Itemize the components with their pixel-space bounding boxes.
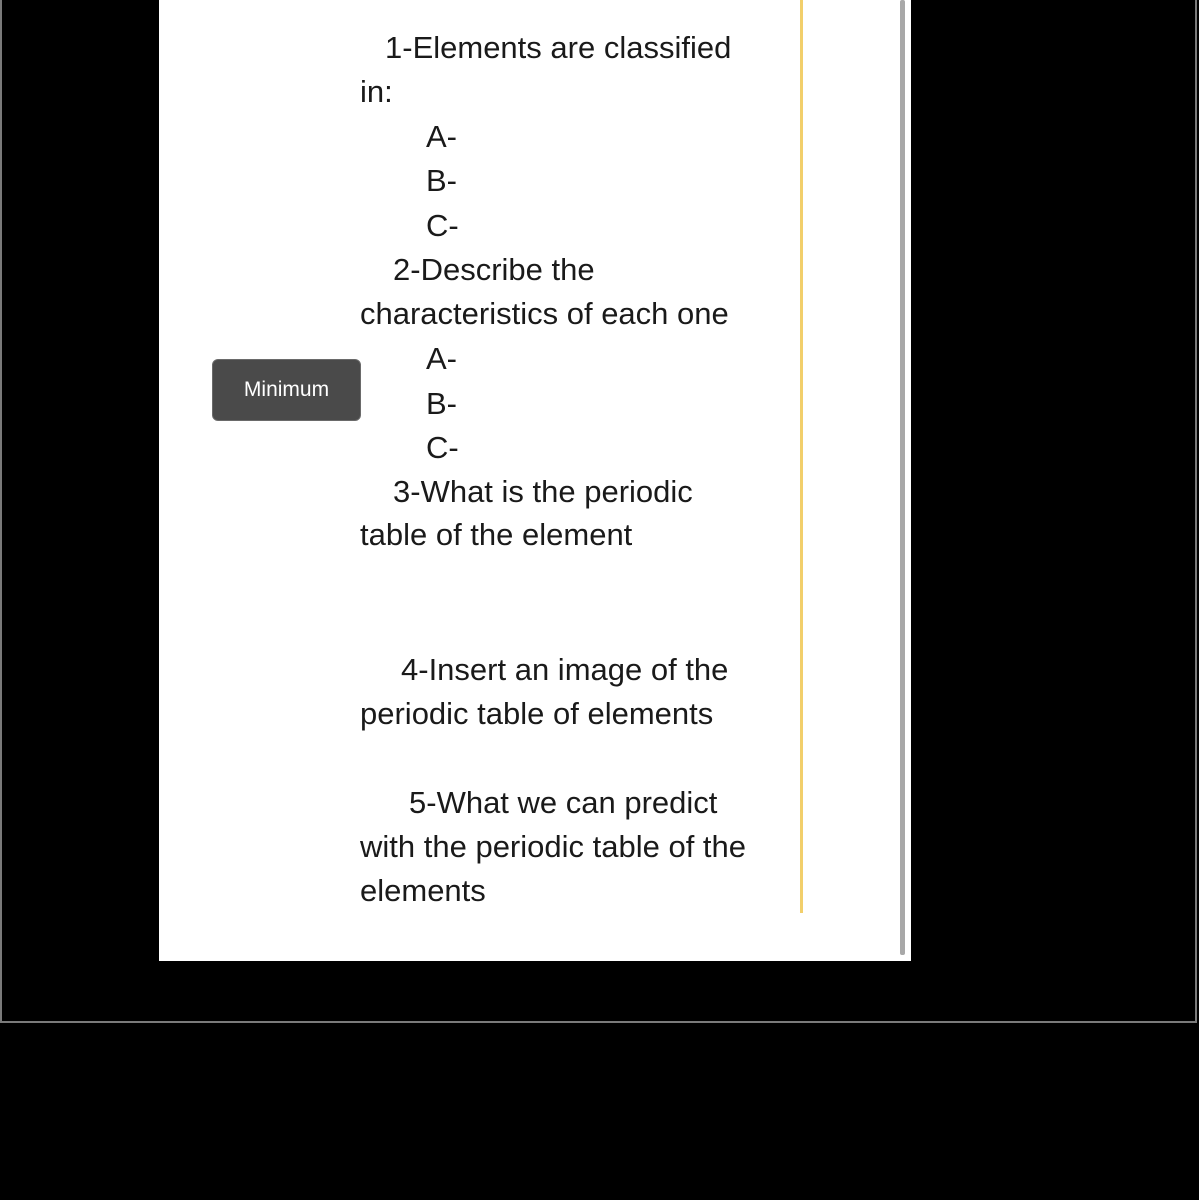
zoom-minimum-button[interactable]: Minimum [212, 359, 361, 421]
question-2-option-c: C- [426, 430, 459, 465]
question-2-option-b: B- [426, 386, 457, 421]
margin-guide-line [800, 0, 803, 913]
question-4-line-1: 4-Insert an image of the [401, 652, 729, 687]
question-1-line-1: 1-Elements are classified [385, 30, 732, 65]
vertical-scrollbar[interactable] [900, 0, 905, 955]
document-page[interactable] [159, 0, 911, 961]
question-2-line-2: characteristics of each one [360, 296, 729, 331]
question-4-line-2: periodic table of elements [360, 696, 714, 731]
question-5-line-3: elements [360, 873, 486, 908]
question-2-line-1: 2-Describe the [393, 252, 595, 287]
question-5-line-1: 5-What we can predict [409, 785, 718, 820]
question-1-option-c: C- [426, 208, 459, 243]
question-2-option-a: A- [426, 341, 457, 376]
question-1-option-a: A- [426, 119, 457, 154]
question-1-option-b: B- [426, 163, 457, 198]
question-3-line-1: 3-What is the periodic [393, 474, 693, 509]
question-3-line-2: table of the element [360, 517, 633, 552]
question-1-line-2: in: [360, 74, 393, 109]
question-5-line-2: with the periodic table of the [360, 829, 747, 864]
